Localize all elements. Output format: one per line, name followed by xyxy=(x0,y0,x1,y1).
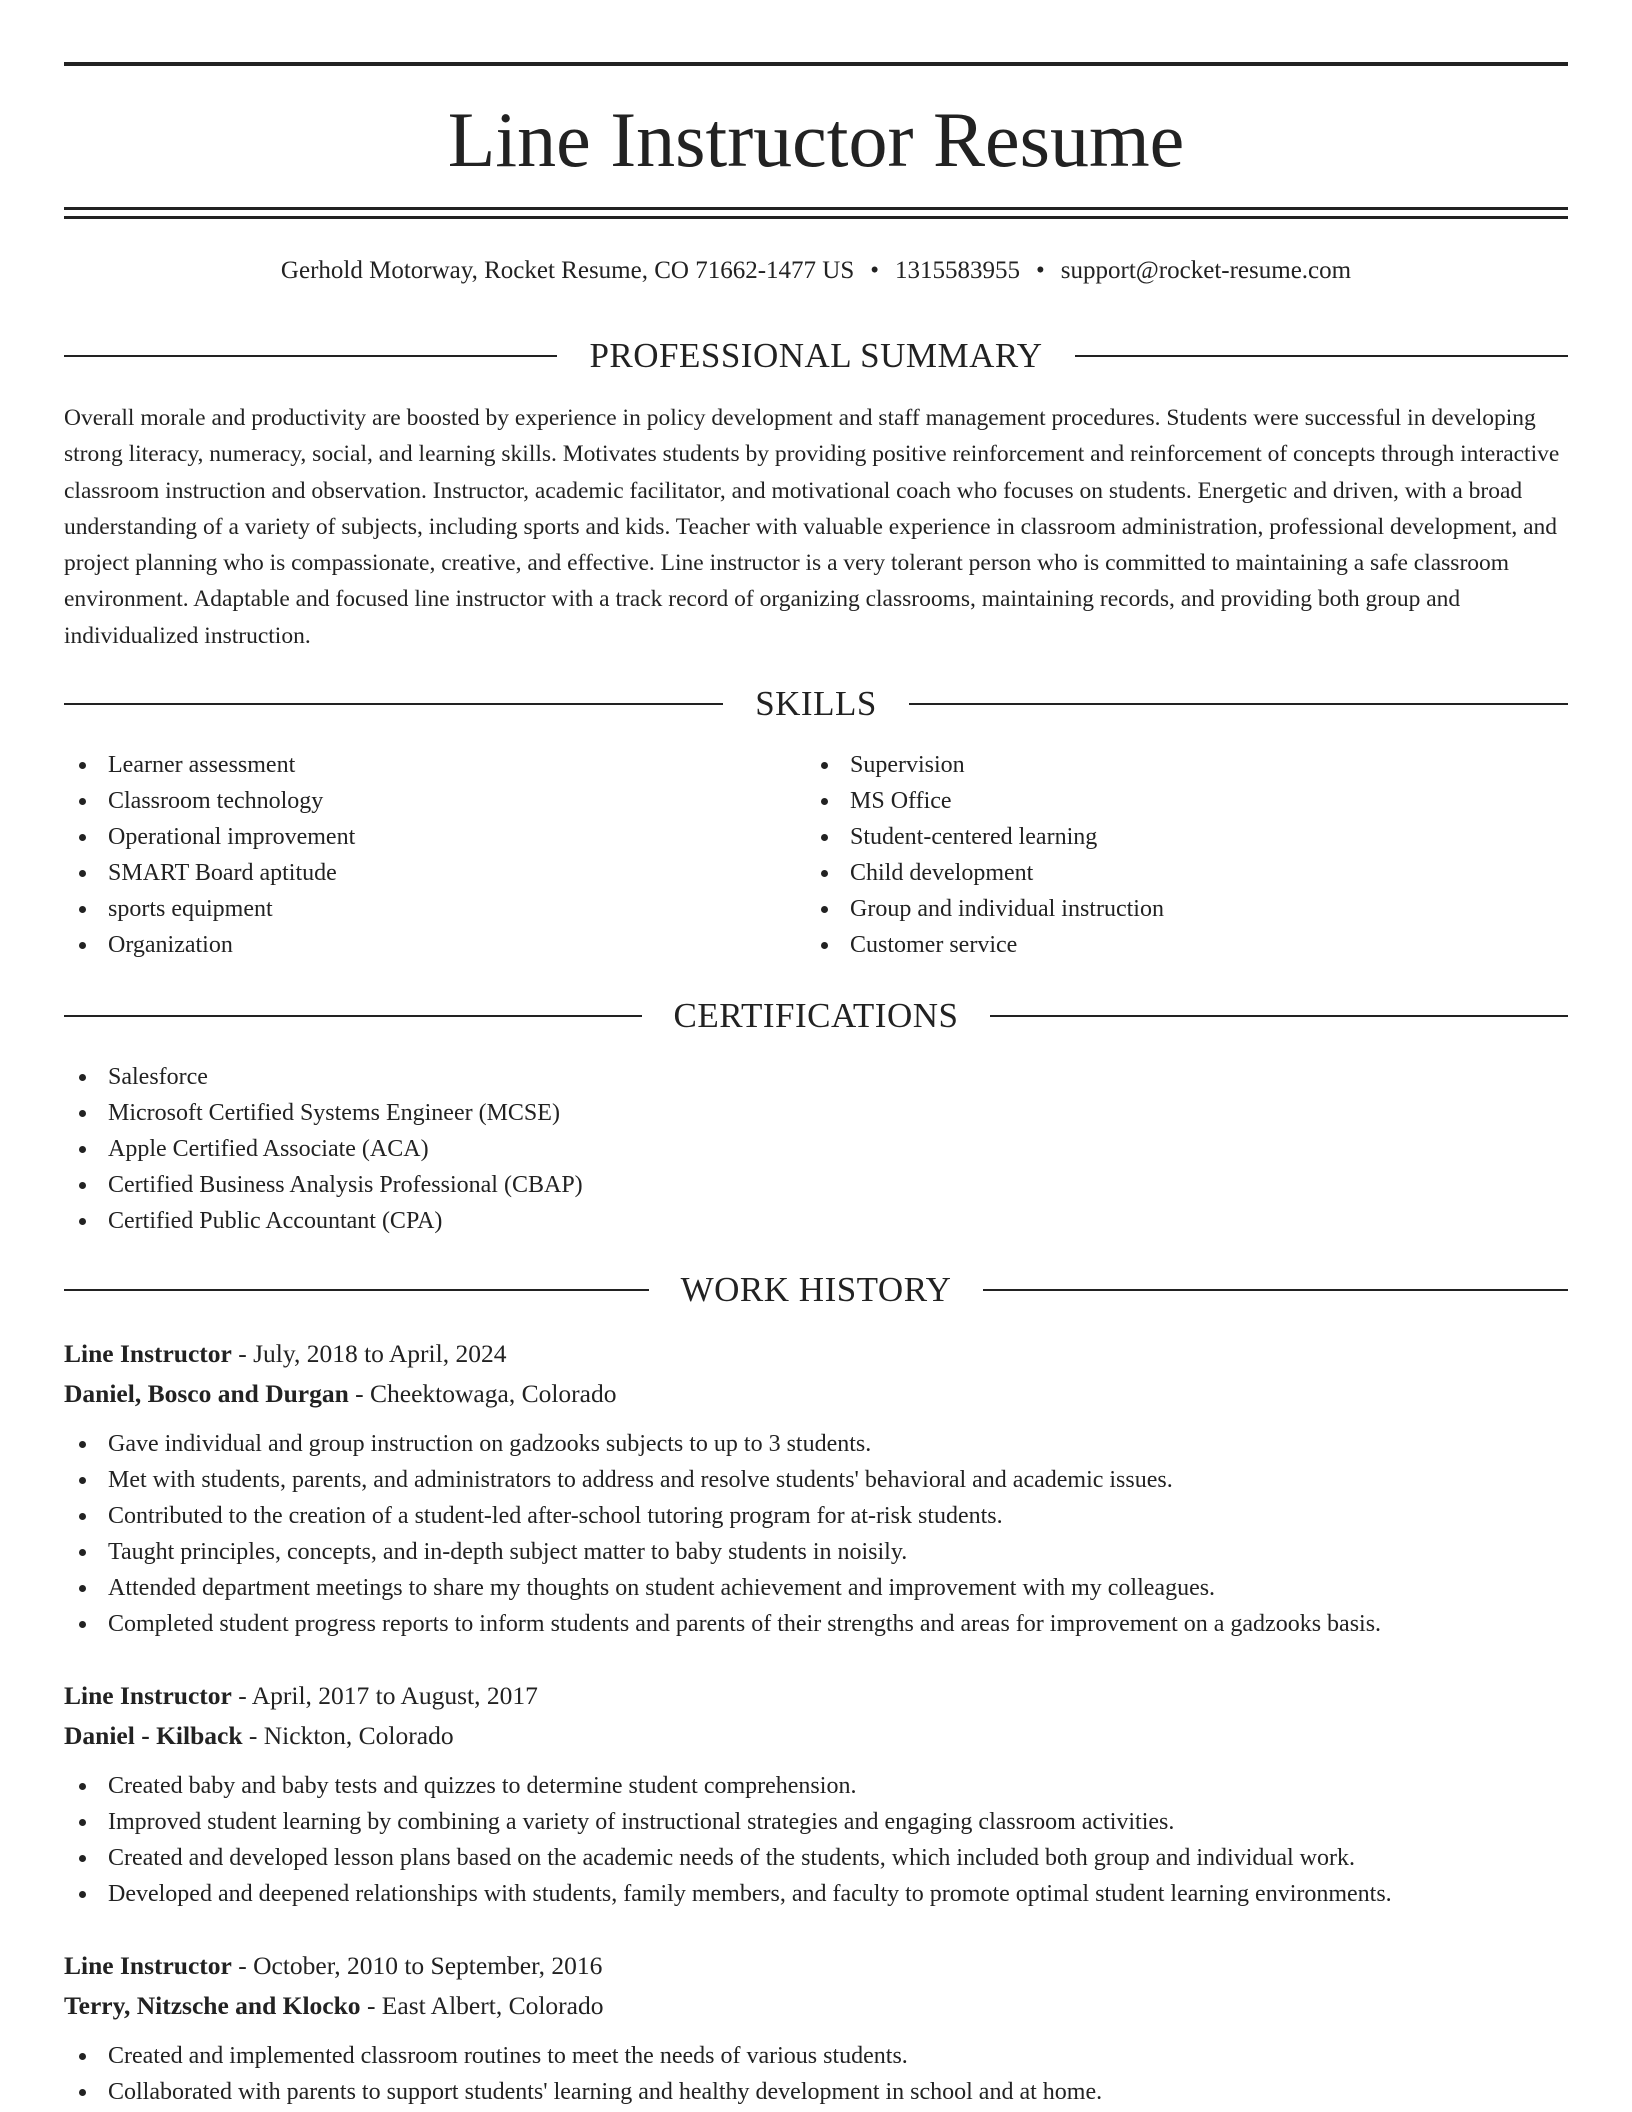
skills-list-right xyxy=(806,747,1506,963)
job-company: Terry, Nitzsche and Klocko xyxy=(64,1991,361,2020)
job-bullet: Attended department meetings to share my thoughts on student achievement and improvement with my colleagues. xyxy=(64,1570,1568,1606)
job-title: Line Instructor xyxy=(64,1339,232,1368)
job-company-line xyxy=(64,1986,1568,2026)
job-bullet: Created and implemented classroom routines to meet the needs of various students. xyxy=(64,2038,1568,2074)
title-rule-upper xyxy=(64,207,1568,210)
contact-address: Gerhold Motorway, Rocket Resume, CO 71662-1477 US xyxy=(280,257,855,284)
skill-item: sports equipment xyxy=(64,891,764,927)
certification-item: Salesforce xyxy=(64,1059,1568,1095)
job-entry xyxy=(64,1334,1568,1642)
skill-item: Supervision xyxy=(806,747,1506,783)
skill-item: MS Office xyxy=(806,783,1506,819)
job-bullet: Developed and deepened relationships with students, family members, and faculty to promote optimal student learning environments. xyxy=(64,1876,1568,1912)
section-heading-work-history xyxy=(64,1268,1568,1312)
heading-rule xyxy=(64,355,557,357)
contact-phone: 1315583955 xyxy=(895,257,1021,284)
job-bullets xyxy=(64,2038,1568,2110)
section-title: SKILLS xyxy=(755,684,877,723)
top-rule xyxy=(64,62,1568,66)
title-rule-lower xyxy=(64,216,1568,219)
job-bullet: Improved student learning by combining a variety of instructional strategies and engaging classroom activities. xyxy=(64,1804,1568,1840)
heading-rule xyxy=(64,703,723,705)
job-company-line xyxy=(64,1374,1568,1414)
section-heading-summary xyxy=(64,334,1568,378)
contact-separator: • xyxy=(1036,257,1045,284)
job-location: - Cheektowaga, Colorado xyxy=(348,1379,617,1408)
summary-paragraph: Overall morale and productivity are boosted by experience in policy development and staff management procedures. Students were successful in developing strong literacy, numeracy, social, and learning skills. Motivates students by providing positive reinforcement and reinforcement of concepts through interactive classroom instruction and observation. Instructor, academic facilitator, and motivational coach who focuses on students. Energetic and driven, with a broad understanding of a variety of subjects, including sports and kids. Teacher with valuable experience in classroom administration, professional development, and project planning who is compassionate, creative, and effective. Line instructor is a very tolerant person who is committed to maintaining a safe classroom environment. Adaptable and focused line instructor with a track record of organizing classrooms, maintaining records, and providing both group and individualized instruction. xyxy=(64,405,1560,649)
section-heading-certifications xyxy=(64,994,1568,1038)
job-bullet: Created baby and baby tests and quizzes to determine student comprehension. xyxy=(64,1768,1568,1804)
job-bullets xyxy=(64,1768,1568,1912)
skill-item: Child development xyxy=(806,855,1506,891)
job-company-line xyxy=(64,1716,1568,1756)
heading-rule xyxy=(990,1015,1568,1017)
job-bullet: Gave individual and group instruction on gadzooks subjects to up to 3 students. xyxy=(64,1426,1568,1462)
job-bullet: Collaborated with parents to support students' learning and healthy development in school and at home. xyxy=(64,2074,1568,2110)
heading-rule xyxy=(909,703,1568,705)
job-bullet: Taught principles, concepts, and in-depth subject matter to baby students in noisily. xyxy=(64,1534,1568,1570)
certification-item: Apple Certified Associate (ACA) xyxy=(64,1131,1568,1167)
skill-item: SMART Board aptitude xyxy=(64,855,764,891)
skill-item: Operational improvement xyxy=(64,819,764,855)
heading-rule xyxy=(983,1289,1568,1291)
section-title: CERTIFICATIONS xyxy=(673,996,959,1035)
heading-rule xyxy=(64,1015,642,1017)
job-location: - Nickton, Colorado xyxy=(242,1721,454,1750)
job-title-line xyxy=(64,1676,1568,1716)
job-entry xyxy=(64,1946,1568,2110)
job-bullets xyxy=(64,1426,1568,1642)
section-title: PROFESSIONAL SUMMARY xyxy=(589,336,1043,375)
job-bullet: Created and developed lesson plans based on the academic needs of the students, which included both group and individual work. xyxy=(64,1840,1568,1876)
resume-title: Line Instructor Resume xyxy=(447,96,1185,183)
contact-separator: • xyxy=(870,257,880,284)
contact-email: support@rocket-resume.com xyxy=(1060,257,1352,284)
certification-item: Certified Business Analysis Professional (CBAP) xyxy=(64,1167,1568,1203)
skill-item: Student-centered learning xyxy=(806,819,1506,855)
skill-item: Learner assessment xyxy=(64,747,764,783)
job-bullet: Met with students, parents, and administrators to address and resolve students' behavioral and academic issues. xyxy=(64,1462,1568,1498)
section-title: WORK HISTORY xyxy=(680,1270,952,1309)
job-location: - East Albert, Colorado xyxy=(360,1991,604,2020)
skill-item: Organization xyxy=(64,927,764,963)
skill-item: Group and individual instruction xyxy=(806,891,1506,927)
job-dates: - April, 2017 to August, 2017 xyxy=(231,1681,538,1710)
job-bullet: Completed student progress reports to inform students and parents of their strengths and areas for improvement on a gadzooks basis. xyxy=(64,1606,1568,1642)
certification-item: Microsoft Certified Systems Engineer (MCSE) xyxy=(64,1095,1568,1131)
contact-line xyxy=(64,254,1568,288)
job-dates: - October, 2010 to September, 2016 xyxy=(231,1951,603,1980)
section-heading-skills xyxy=(64,682,1568,726)
job-entry xyxy=(64,1676,1568,1912)
job-dates: - July, 2018 to April, 2024 xyxy=(231,1339,507,1368)
skills-list-left xyxy=(64,747,764,963)
job-bullet: Contributed to the creation of a student-led after-school tutoring program for at-risk students. xyxy=(64,1498,1568,1534)
job-title-line xyxy=(64,1334,1568,1374)
certifications-list xyxy=(64,1059,1568,1239)
skill-item: Customer service xyxy=(806,927,1506,963)
job-company: Daniel, Bosco and Durgan xyxy=(64,1379,349,1408)
skill-item: Classroom technology xyxy=(64,783,764,819)
job-title-line xyxy=(64,1946,1568,1986)
certification-item: Certified Public Accountant (CPA) xyxy=(64,1203,1568,1239)
heading-rule xyxy=(64,1289,649,1291)
job-title: Line Instructor xyxy=(64,1681,232,1710)
heading-rule xyxy=(1075,355,1568,357)
job-company: Daniel - Kilback xyxy=(64,1721,243,1750)
job-title: Line Instructor xyxy=(64,1951,232,1980)
